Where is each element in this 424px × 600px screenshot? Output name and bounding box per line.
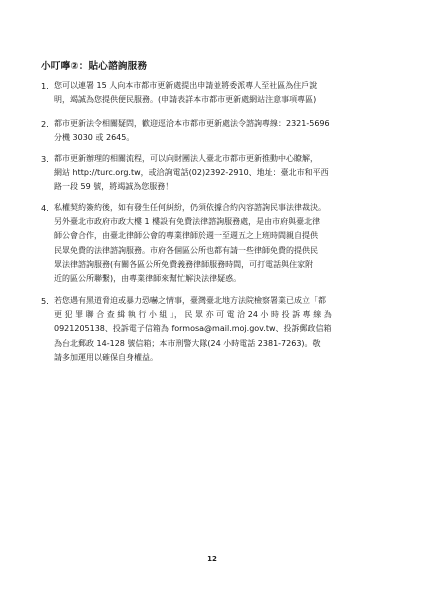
item-line: 路一段 59 號，將竭誠為您服務！ (54, 182, 174, 192)
item-line: 更 犯 罪 聯 合 查 緝 執 行 小 組 」， 民 眾 亦 可 電 洽 24 小 時 投 訴 專 線 為 (54, 310, 332, 320)
item-line: 請多加運用以確保自身權益。 (54, 352, 158, 362)
item-line: 網站 http://turc.org.tw，或洽詢電話(02)2392-2910、地址：臺北市和平西 (54, 168, 329, 178)
item-line: 另外臺北市政府市政大樓 1 樓設有免費法律諮詢服務處，是由市府與臺北律 (54, 217, 321, 227)
item-line: 民眾免費的法律諮詢服務。市府各個區公所也都有請一些律師免費的提供民 (54, 245, 318, 255)
list-item-3 (41, 152, 391, 195)
list-item-5 (41, 294, 391, 365)
list-item-1 (41, 79, 391, 107)
item-line: 眾法律諮詢服務(有關各區公所免費義務律師服務時間，可打電話與住家附 (54, 259, 314, 269)
page-number: 12 (207, 555, 217, 563)
section-heading: 小叮嚀②：貼心諮詢服務 (41, 61, 148, 72)
item-line: 近的區公所聯繫)，由專業律師來幫忙解決法律疑惑。 (54, 274, 242, 284)
item-line: 若您遇有黑道脅迫或暴力恐嚇之情事，臺灣臺北地方法院檢察署業已成立「都 (54, 296, 326, 305)
item-line: 都市更新辦理的相關流程，可以向財團法人臺北市都市更新推動中心瞭解， (54, 154, 318, 163)
list-item-2 (41, 117, 391, 145)
item-number: 1. (41, 81, 49, 91)
item-number: 4. (41, 203, 49, 213)
list-item-4 (41, 201, 391, 286)
item-line: 您可以連署 15 人向本市都市更新處提出申請並將委派專人至社區為住戶說 (54, 81, 318, 90)
item-line: 都市更新法令相關疑問，歡迎逕洽本市都市更新處法令諮詢專線：2321-5696 (54, 119, 330, 128)
item-line: 分機 3030 或 2645。 (54, 133, 135, 143)
item-line: 師公會合作，由臺北律師公會的專業律師於週一至週五之上班時間親自提供 (54, 231, 318, 241)
item-line: 0921205138、投訴電子信箱為 formosa@mail.moj.gov.tw、投訴郵政信箱 (54, 324, 332, 334)
item-line: 私權契約簽約後，如有發生任何糾紛，仍須依據合約內容諮詢民事法律裁決。 (54, 203, 326, 212)
item-number: 3. (41, 154, 49, 164)
item-number: 2. (41, 119, 49, 129)
item-line: 為台北郵政 14-128 號信箱；本市刑警大隊(24 小時電話 2381-7263)。敬 (54, 338, 321, 348)
item-line: 明，竭誠為您提供便民服務。(申請表詳本市都市更新處網站注意事項專區) (54, 95, 317, 105)
item-number: 5. (41, 296, 49, 306)
